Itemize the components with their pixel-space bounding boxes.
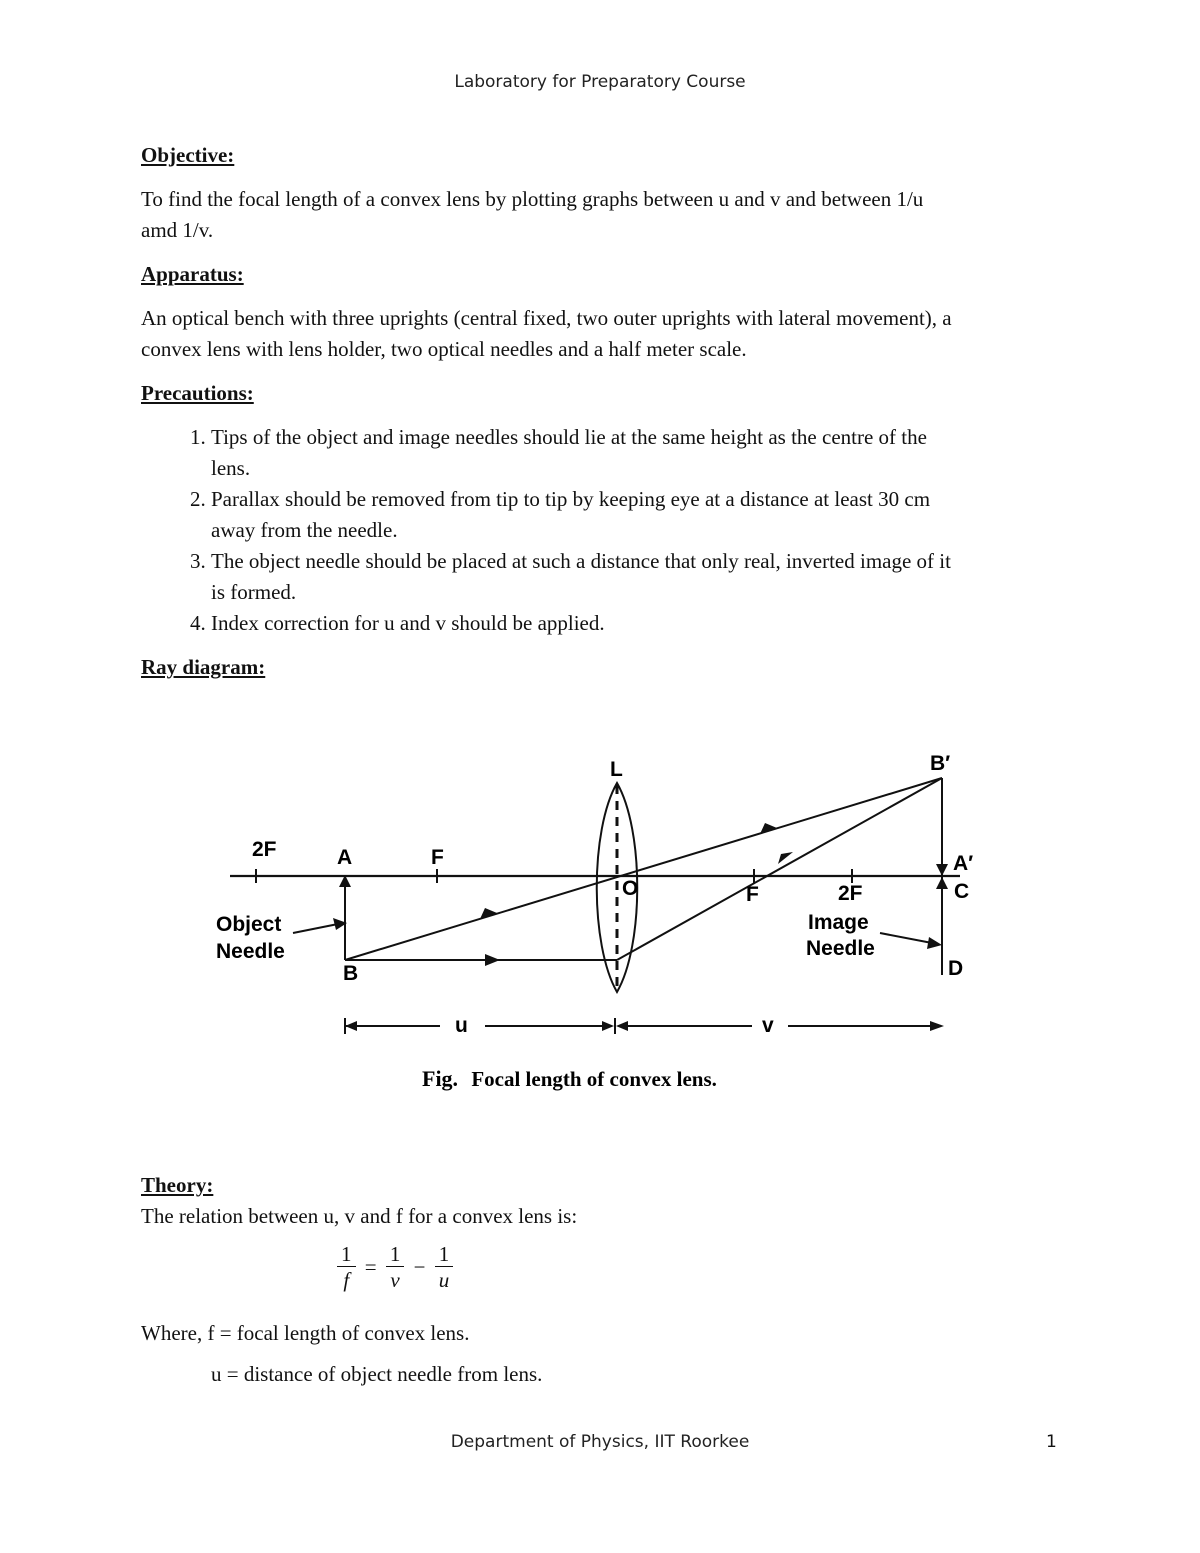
u-right-arrow <box>602 1021 614 1031</box>
v-right-arrow <box>930 1021 944 1031</box>
list-item: 2. Parallax should be removed from tip to tip by keeping eye at a distance at least 30 cm away from the needle. <box>211 484 1061 546</box>
list-item: 4. Index correction for u and v should be applied. <box>211 608 1061 639</box>
label-image-needle-2: Needle <box>806 937 875 960</box>
apparatus-heading: Apparatus: <box>141 262 244 286</box>
ray-diagram-heading: Ray diagram: <box>141 655 266 679</box>
label-object-needle-2: Needle <box>216 940 285 963</box>
where-line-2: u = distance of object needle from lens. <box>211 1362 543 1386</box>
theory-section <box>141 1170 577 1232</box>
ray-central-arrow-2 <box>760 823 777 834</box>
image-needle-pointer <box>880 933 932 943</box>
list-item: 3. The object needle should be placed at such a distance that only real, inverted image of it is formed. <box>211 546 1061 608</box>
label-l: L <box>610 758 623 781</box>
label-c: C <box>954 880 970 903</box>
image-arrow-head <box>936 864 948 876</box>
page-number: 1 <box>1046 1432 1057 1452</box>
label-a: A <box>337 846 353 869</box>
label-d: D <box>948 957 964 980</box>
object-needle-pointer <box>293 924 338 933</box>
label-u: u <box>455 1014 468 1037</box>
apparatus-text-line1: An optical bench with three uprights (central fixed, two outer uprights with lateral movement), a <box>141 306 952 330</box>
objective-text-line2: amd 1/v. <box>141 218 214 242</box>
label-b: B <box>343 962 359 985</box>
label-f-left: F <box>431 846 444 869</box>
theory-heading: Theory: <box>141 1173 214 1197</box>
c-arrow-head <box>936 877 948 889</box>
list-item: 1. Tips of the object and image needles should lie at the same height as the centre of the lens. <box>211 422 1061 484</box>
ray-central-arrow <box>480 908 497 919</box>
theory-intro: The relation between u, v and f for a convex lens is: <box>141 1204 578 1228</box>
apparatus-text-line2: convex lens with lens holder, two optical needles and a half meter scale. <box>141 337 747 361</box>
figure-caption: Fig. Focal length of convex lens. <box>422 1066 717 1091</box>
label-b-prime: B′ <box>930 752 951 775</box>
label-object-needle-1: Object <box>216 913 282 936</box>
label-2f-left: 2F <box>252 838 277 861</box>
page-header: Laboratory for Preparatory Course <box>454 72 746 92</box>
objective-heading: Objective: <box>141 143 235 167</box>
label-image-needle-1: Image <box>808 911 869 934</box>
ray-refracted <box>617 778 942 960</box>
label-a-prime: A′ <box>953 852 974 875</box>
page-footer: Department of Physics, IIT Roorkee <box>450 1432 750 1452</box>
image-needle-pointer-head <box>927 937 942 949</box>
label-2f-right: 2F <box>838 882 863 905</box>
u-left-arrow <box>345 1021 357 1031</box>
lens-formula: $\frac{1}{f}$ = $\frac{1}{v}$ − $\frac{1}{u}$ <box>335 1242 455 1293</box>
label-v: v <box>762 1014 774 1037</box>
objective-text-line1: To find the focal length of a convex lens by plotting graphs between u and v and between 1/u <box>141 187 924 211</box>
precautions-heading: Precautions: <box>141 381 254 405</box>
ray-parallel-arrow <box>485 954 500 966</box>
v-left-arrow <box>616 1021 628 1031</box>
label-o: O <box>622 877 639 900</box>
label-f-right: F <box>746 883 759 906</box>
where-line-1: Where, f = focal length of convex lens. <box>141 1321 470 1345</box>
